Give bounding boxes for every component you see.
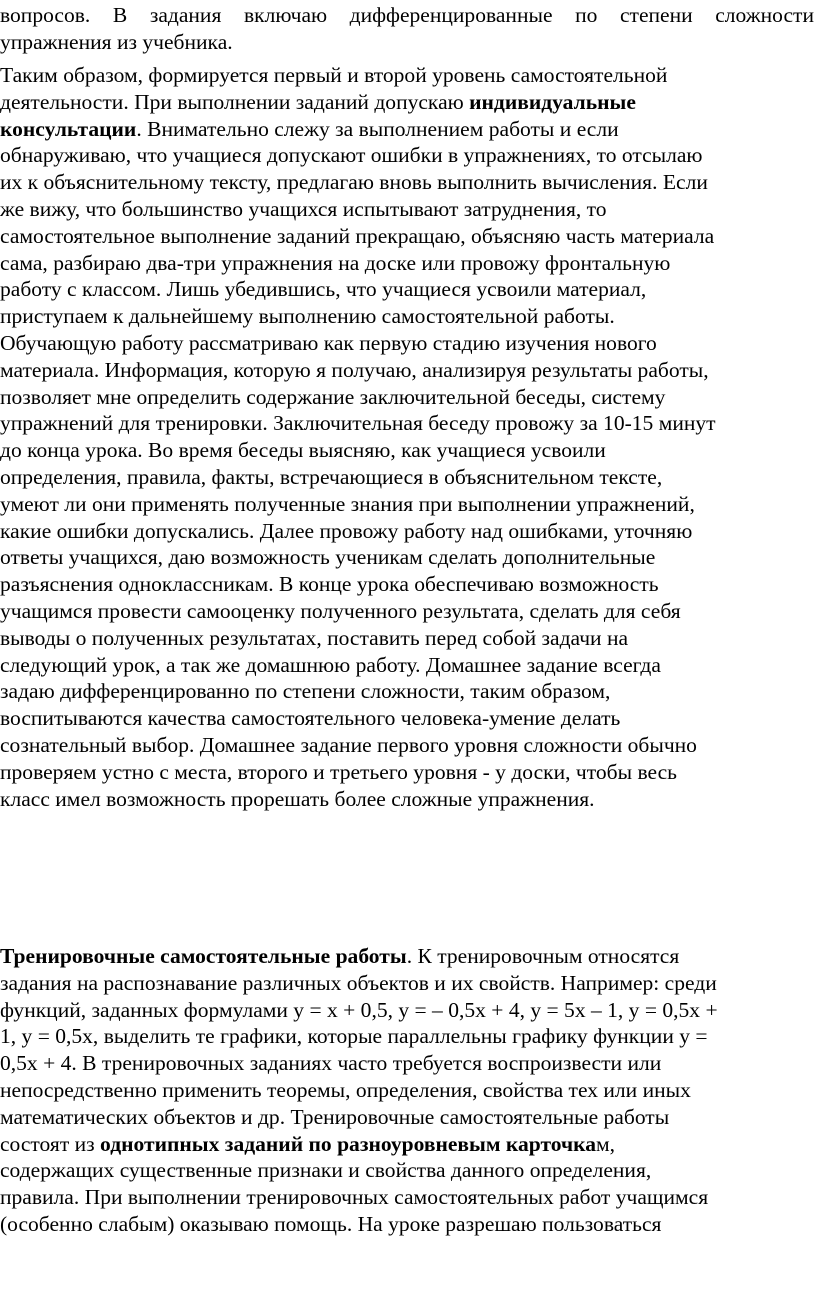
text-line: Таким образом, формируется первый и второй уровень самостоятельной xyxy=(0,63,668,87)
text-line: позволяет мне определить содержание заключительной беседы, систему xyxy=(0,384,666,409)
text-line: до конца урока. Во время беседы выясняю, как учащиеся усвоили xyxy=(0,438,606,463)
text-line: материала. Информация, которую я получаю, анализируя результаты работы, xyxy=(0,357,709,382)
text-line: сознательный выбор. Домашнее задание первого уровня сложности обычно xyxy=(0,732,697,757)
text-line: задания на распознавание различных объектов и их свойств. Например: среди xyxy=(0,970,717,995)
text-line: (особенно слабым) оказываю помощь. На уроке разрешаю пользоваться xyxy=(0,1211,662,1236)
text-line: какие ошибки допускались. Далее провожу работу над ошибками, уточняю xyxy=(0,518,693,543)
text-line: правила. При выполнении тренировочных самостоятельных работ учащимся xyxy=(0,1185,709,1210)
text-line: ответы учащихся, даю возможность ученикам сделать дополнительные xyxy=(0,545,656,570)
text-run: состоят из xyxy=(0,1131,101,1156)
text-line xyxy=(0,1131,814,1158)
text-line: выводы о полученных результатах, поставить перед собой задачи на xyxy=(0,625,629,650)
text-line: воспитываются качества самостоятельного человека-умение делать xyxy=(0,706,621,731)
text-line: их к объяснительному тексту, предлагаю вновь выполнить вычисления. Если xyxy=(0,170,708,195)
text-line xyxy=(0,116,814,143)
text-line xyxy=(0,89,814,116)
text-line: вопросов. В задания включаю дифференцированные по степени сложности xyxy=(0,3,814,27)
text-line: самостоятельное выполнение заданий прекращаю, объясняю часть материала xyxy=(0,223,715,248)
text-run: . Внимательно слежу за выполнением работы и если xyxy=(136,116,619,141)
text-run: деятельности. При выполнении заданий допускаю xyxy=(0,89,470,114)
text-line: содержащих существенные признаки и свойства данного определения, xyxy=(0,1158,652,1183)
paragraph-1 xyxy=(0,2,816,56)
text-line: сама, разбираю два-три упражнения на доске или провожу фронтальную xyxy=(0,250,671,275)
bold-term: консультации xyxy=(0,116,137,141)
text-line: обнаруживаю, что учащиеся допускают ошибки в упражнениях, то отсылаю xyxy=(0,143,703,168)
text-line: функций, заданных формулами у = х + 0,5, у = – 0,5х + 4, у = 5х – 1, у = 0,5х + xyxy=(0,997,718,1022)
text-line: разъяснения одноклассникам. В конце урока обеспечиваю возможность xyxy=(0,572,659,597)
text-line: класс имел возможность прорешать более сложные упражнения. xyxy=(0,786,595,811)
text-run: . К тренировочным относятся xyxy=(406,944,680,968)
paragraph-3 xyxy=(0,943,816,1238)
text-line: 1, у = 0,5х, выделить те графики, которые параллельны графику функции у = xyxy=(0,1024,708,1049)
bold-term: индивидуальные xyxy=(469,89,636,114)
text-line: определения, правила, факты, встречающиеся в объяснительном тексте, xyxy=(0,464,663,489)
text-line: же вижу, что большинство учащихся испытывают затруднения, то xyxy=(0,196,607,221)
text-line: 0,5х + 4. В тренировочных заданиях часто требуется воспроизвести или xyxy=(0,1051,662,1076)
text-run: м, xyxy=(596,1131,616,1156)
text-line: следующий урок, а так же домашнюю работу. Домашнее задание всегда xyxy=(0,652,661,677)
text-line: проверяем устно с места, второго и третьего уровня - у доски, чтобы весь xyxy=(0,759,677,784)
text-line: упражнения из учебника. xyxy=(0,29,233,54)
text-line: упражнений для тренировки. Заключительная беседу провожу за 10-15 минут xyxy=(0,411,716,436)
text-line: учащимся провести самооценку полученного результата, сделать для себя xyxy=(0,598,681,623)
text-line: Обучающую работу рассматриваю как первую стадию изучения нового xyxy=(0,330,657,355)
text-line: задаю дифференцированно по степени сложности, таким образом, xyxy=(0,679,611,704)
text-line: приступаем к дальнейшему выполнению самостоятельной работы. xyxy=(0,304,615,329)
bold-term: однотипных заданий по разноуровневым карточка xyxy=(100,1131,597,1156)
text-line: работу с классом. Лишь убедившись, что учащиеся усвоили материал, xyxy=(0,277,647,302)
text-line: непосредственно применить теоремы, определения, свойства тех или иных xyxy=(0,1077,691,1102)
text-line xyxy=(0,943,814,970)
bold-term: Тренировочные самостоятельные работы xyxy=(0,944,407,968)
text-line: математических объектов и др. Тренировочные самостоятельные работы xyxy=(0,1104,670,1129)
text-line: умеют ли они применять полученные знания при выполнении упражнений, xyxy=(0,491,695,516)
paragraph-2 xyxy=(0,62,816,812)
